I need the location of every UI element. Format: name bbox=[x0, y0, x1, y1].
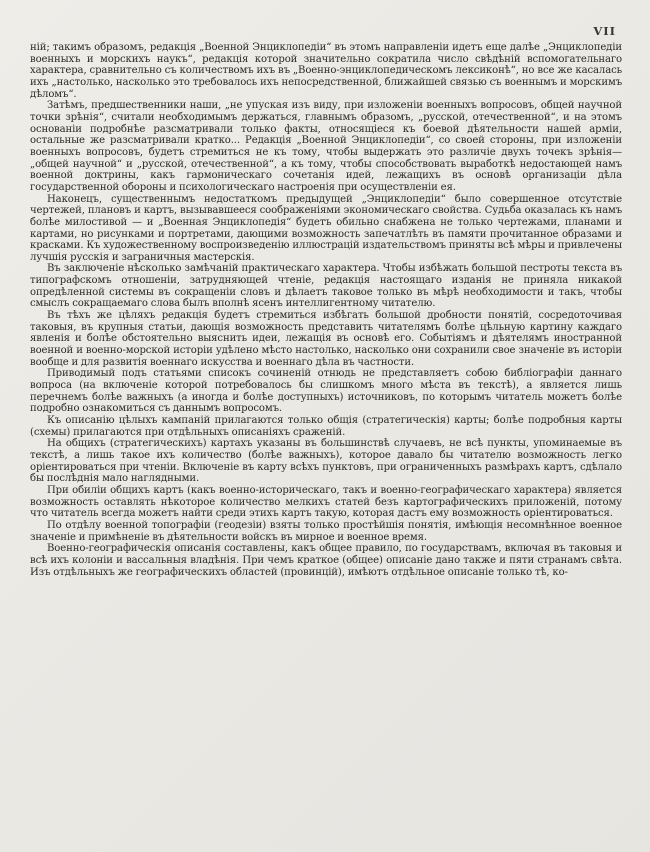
paragraph: Затѣмъ, предшественники наши, „не упуская изъ виду, при изложеніи военныхъ вопросовъ, общей научной точки зрѣнія“, считали необходимымъ держаться, главнымъ образомъ, „русской, отечественной“, и на этомъ основаніи подробнѣе разсматривали только факты, относящіеся къ боевой дѣятельности нашей арміи, остальные же разсматривали кратко... Редакція „Военной Энциклопедіи“, со своей стороны, при изложеніи военныхъ вопросовъ, будетъ стремиться не къ тому, чтобы выдержать это различіе двухъ точекъ зрѣнія—„общей научной“ и „русской, отечественной“, а къ тому, чтобы способствовать выработкѣ недостающей намъ военной доктрины, какъ гармоническаго сочетанія идей, лежащихъ въ основѣ организаціи дѣла государственной обороны и психологическаго настроенія при осуществленіи ея. bbox=[30, 100, 622, 193]
page-number: VII bbox=[593, 24, 616, 38]
paragraph: Въ заключеніе нѣсколько замѣчаній практическаго характера. Чтобы избѣжать большой пестроты текста въ типографскомъ отношеніи, затрудняющей чтеніе, редакція настоящаго изданія не приняла никакой опредѣленной системы въ сокращеніи словъ и дѣлаетъ таковое только въ мѣрѣ необходимости и такъ, чтобы смыслъ сокращаемаго слова былъ вполнѣ ясенъ интеллигентному читателю. bbox=[30, 263, 622, 310]
text-block bbox=[30, 42, 622, 578]
paragraph: Въ тѣхъ же цѣляхъ редакція будетъ стремиться избѣгать большой дробности понятій, сосредоточивая таковыя, въ крупныя статьи, дающія возможность представить читателямъ болѣе цѣльную картину каждаго явленія и болѣе обстоятельно выяснить идеи, лежащія въ основѣ его. Событіямъ и дѣятелямъ иностранной военной и военно-морской исторіи удѣлено мѣсто настолько, насколько они сохранили свое значеніе въ исторіи вообще и для развитія военнаго искусства и военнаго дѣла въ частности. bbox=[30, 310, 622, 368]
paragraph: При обиліи общихъ картъ (какъ военно-историческаго, такъ и военно-географическаго характера) является возможность оставлять нѣкоторое количество мелкихъ статей безъ картографическихъ приложеній, потому что читатель всегда можетъ найти среди этихъ картъ такую, которая дастъ ему возможность оріентироваться. bbox=[30, 484, 622, 520]
paragraph: Приводимый подъ статьями списокъ сочиненій отнюдь не представляетъ собою библіографіи даннаго вопроса (на включеніе которой потребовалось бы слишкомъ много мѣста въ текстѣ), а является лишь перечнемъ болѣе важныхъ (а иногда и болѣе доступныхъ) источниковъ, по которымъ читатель можетъ болѣе подробно ознакомиться съ даннымъ вопросомъ. bbox=[30, 368, 622, 415]
paragraph: Наконецъ, существеннымъ недостаткомъ предыдущей „Энциклопедіи“ было совершенное отсутствіе чертежей, плановъ и картъ, вызывавшееся соображеніями экономическаго свойства. Судьба оказалась къ намъ болѣе милостивой — и „Военная Энциклопедія“ будетъ обильно снабжена не только чертежами, планами и картами, но рисунками и портретами, дающими возможность запечатлѣть въ памяти прочитанное образами и красками. Къ художественному воспроизведенію иллюстрацій издательствомъ приняты всѣ мѣры и привлечены лучшія русскія и заграничныя мастерскія. bbox=[30, 193, 622, 263]
paragraph: ній; такимъ образомъ, редакція „Военной Энциклопедіи“ въ этомъ направленіи идетъ еще далѣе „Энциклопедіи военныхъ и морскихъ наукъ“, редакція которой значительно сократила число свѣдѣній вспомогательнаго характера, сравнительно съ количествомъ ихъ въ „Военно-энциклопедическомъ лексиконѣ“, но все же касалась ихъ „настолько, насколько это требовалось ихъ непосредственной, ближайшей связью съ военнымъ и морскимъ дѣломъ“. bbox=[30, 42, 622, 100]
paragraph: Военно-географическія описанія составлены, какъ общее правило, по государствамъ, включая въ таковыя и всѣ ихъ колоніи и вассальныя владѣнія. При чемъ краткое (общее) описаніе дано также и пяти странамъ свѣта. Изъ отдѣльныхъ же географическихъ областей (провинцій), имѣютъ отдѣльное описаніе только тѣ, ко- bbox=[30, 543, 622, 578]
paragraph: Къ описанію цѣлыхъ кампаній прилагаются только общія (стратегическія) карты; болѣе подробныя карты (схемы) прилагаются при отдѣльныхъ описаніяхъ сраженій. bbox=[30, 415, 622, 438]
paragraph: На общихъ (стратегическихъ) картахъ указаны въ большинствѣ случаевъ, не всѣ пункты, упоминаемые въ текстѣ, а лишь такое ихъ количество (болѣе важныхъ), которое давало бы читателю возможность легко оріентироваться при чтеніи. Включеніе въ карту всѣхъ пунктовъ, при ограниченныхъ размѣрахъ картъ, сдѣлало бы послѣднія мало наглядными. bbox=[30, 438, 622, 485]
paragraph: По отдѣлу военной топографіи (геодезіи) взяты только простѣйшія понятія, имѣющія несомнѣнное военное значеніе и примѣненіе въ дѣятельности войскъ въ мирное и военное время. bbox=[30, 519, 622, 543]
